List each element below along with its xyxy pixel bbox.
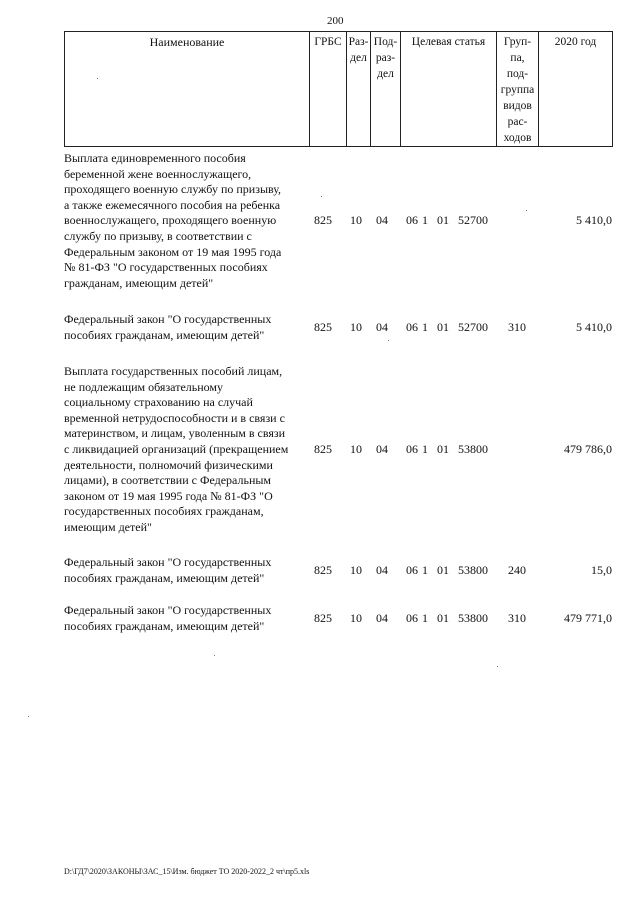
row-podrazdel: 04 [376, 563, 388, 577]
row-name [64, 151, 304, 291]
row-name-line: материнством, и лицам, уволенным в связи [64, 426, 286, 441]
row-article-subprogram: 1 [422, 213, 428, 227]
row-article-code: 53800 [458, 611, 488, 625]
row-grbs: 825 [314, 320, 332, 334]
row-name-line: Выплата единовременного пособия [64, 151, 246, 165]
scan-speck [526, 210, 527, 211]
header-razdel [347, 32, 371, 147]
header-razdel-line: дел [350, 52, 367, 64]
row-name-line: проходящего военную службу по призыву, [64, 182, 282, 197]
row-name-line: государственных пособиях гражданам, [64, 504, 264, 519]
row-name-line: законом от 19 мая 1995 года № 81-ФЗ "О [64, 488, 273, 503]
row-amount: 5 410,0 [576, 320, 612, 334]
table-row [64, 603, 612, 635]
table-row [64, 555, 612, 587]
scan-speck [388, 340, 389, 341]
row-name-line: Федеральный закон "О государственных [64, 312, 272, 326]
header-podrazdel [371, 32, 401, 147]
row-amount: 479 786,0 [564, 442, 612, 456]
row-name [64, 312, 304, 343]
row-name-line: военнослужащего, проходящего военную [64, 213, 277, 228]
row-article-event: 01 [437, 442, 449, 456]
row-article-event: 01 [437, 563, 449, 577]
row-article-code: 52700 [458, 213, 488, 227]
row-name-line: пособиях гражданам, имеющим детей" [64, 327, 265, 342]
row-article-program: 06 [406, 442, 418, 456]
row-razdel: 10 [350, 320, 362, 334]
header-group-line: видов [503, 100, 532, 112]
header-group-line: под- [506, 68, 529, 80]
row-grbs: 825 [314, 213, 332, 227]
header-name: Наименование [65, 32, 310, 147]
row-grbs: 825 [314, 563, 332, 577]
header-target-article: Целевая статья [401, 32, 497, 147]
row-name-line: беременной жене военнослужащего, [64, 166, 252, 181]
table-row [64, 364, 612, 536]
row-article-code: 53800 [458, 563, 488, 577]
row-name-line: социальному страхованию на случай [64, 395, 253, 410]
row-group: 240 [508, 563, 526, 577]
file-path-footer: D:\ГД7\2020\ЗАКОНЫ\ЗАС_15\Изм. бюджет ТО 2020-2022_2 чт\пр5.xls [64, 867, 310, 876]
header-razdel-line: Раз- [348, 36, 369, 48]
row-podrazdel: 04 [376, 320, 388, 334]
row-name [64, 555, 304, 586]
row-group: 310 [508, 320, 526, 334]
scan-speck [28, 716, 29, 717]
header-group-line: па, [510, 52, 525, 64]
header-podrazdel-line: Под- [373, 36, 398, 48]
row-razdel: 10 [350, 213, 362, 227]
row-name-line: имеющим детей" [64, 519, 152, 534]
row-article-program: 06 [406, 320, 418, 334]
table-row [64, 312, 612, 344]
row-razdel: 10 [350, 611, 362, 625]
row-name-line: гражданам, имеющим детей" [64, 275, 214, 290]
row-article-subprogram: 1 [422, 611, 428, 625]
row-article-subprogram: 1 [422, 320, 428, 334]
row-name-line: не подлежащим обязательному [64, 379, 224, 394]
row-article-event: 01 [437, 213, 449, 227]
row-grbs: 825 [314, 442, 332, 456]
row-name-line: а также ежемесячного пособия на ребенка [64, 197, 281, 212]
row-group: 310 [508, 611, 526, 625]
row-article-subprogram: 1 [422, 442, 428, 456]
row-article-subprogram: 1 [422, 563, 428, 577]
row-name-line: временной нетрудоспособности и в связи с [64, 410, 285, 425]
row-name-line: службу по призыву, в соответствии с [64, 228, 252, 243]
row-name-line: Федеральный закон "О государственных [64, 555, 272, 569]
table-row [64, 151, 612, 292]
row-podrazdel: 04 [376, 213, 388, 227]
header-year: 2020 год [539, 32, 613, 147]
header-grbs: ГРБС [310, 32, 347, 147]
row-name-line: Федеральным законом от 19 мая 1995 года [64, 244, 282, 259]
row-article-program: 06 [406, 611, 418, 625]
row-podrazdel: 04 [376, 442, 388, 456]
row-article-code: 52700 [458, 320, 488, 334]
row-article-program: 06 [406, 213, 418, 227]
row-name-line: лицами), в соответствии с Федеральным [64, 473, 272, 488]
header-group [497, 32, 539, 147]
row-name-line: Федеральный закон "О государственных [64, 603, 272, 617]
row-name-line: пособиях гражданам, имеющим детей" [64, 618, 265, 633]
row-name [64, 364, 304, 536]
header-group-line: рас- [507, 116, 528, 128]
row-amount: 5 410,0 [576, 213, 612, 227]
row-razdel: 10 [350, 563, 362, 577]
header-podrazdel-line: раз- [375, 52, 396, 64]
header-podrazdel-line: дел [377, 68, 394, 80]
row-podrazdel: 04 [376, 611, 388, 625]
row-name [64, 603, 304, 634]
page-number: 200 [327, 15, 344, 27]
row-amount: 479 771,0 [564, 611, 612, 625]
row-razdel: 10 [350, 442, 362, 456]
row-article-event: 01 [437, 611, 449, 625]
table-header [64, 31, 613, 147]
row-name-line: с ликвидацией организаций (прекращением [64, 441, 289, 456]
row-article-code: 53800 [458, 442, 488, 456]
scan-speck [497, 666, 498, 667]
row-grbs: 825 [314, 611, 332, 625]
row-article-program: 06 [406, 563, 418, 577]
row-name-line: Выплата государственных пособий лицам, [64, 364, 283, 378]
row-amount: 15,0 [591, 563, 612, 577]
row-name-line: деятельности, полномочий физическими [64, 457, 273, 472]
scan-speck [214, 655, 215, 656]
row-name-line: № 81-ФЗ "О государственных пособиях [64, 260, 268, 275]
scan-speck [97, 78, 98, 79]
header-group-line: ходов [503, 132, 532, 144]
header-group-line: Груп- [503, 36, 532, 48]
row-name-line: пособиях гражданам, имеющим детей" [64, 570, 265, 585]
scan-speck [321, 196, 322, 197]
row-article-event: 01 [437, 320, 449, 334]
header-group-line: группа [500, 84, 535, 96]
